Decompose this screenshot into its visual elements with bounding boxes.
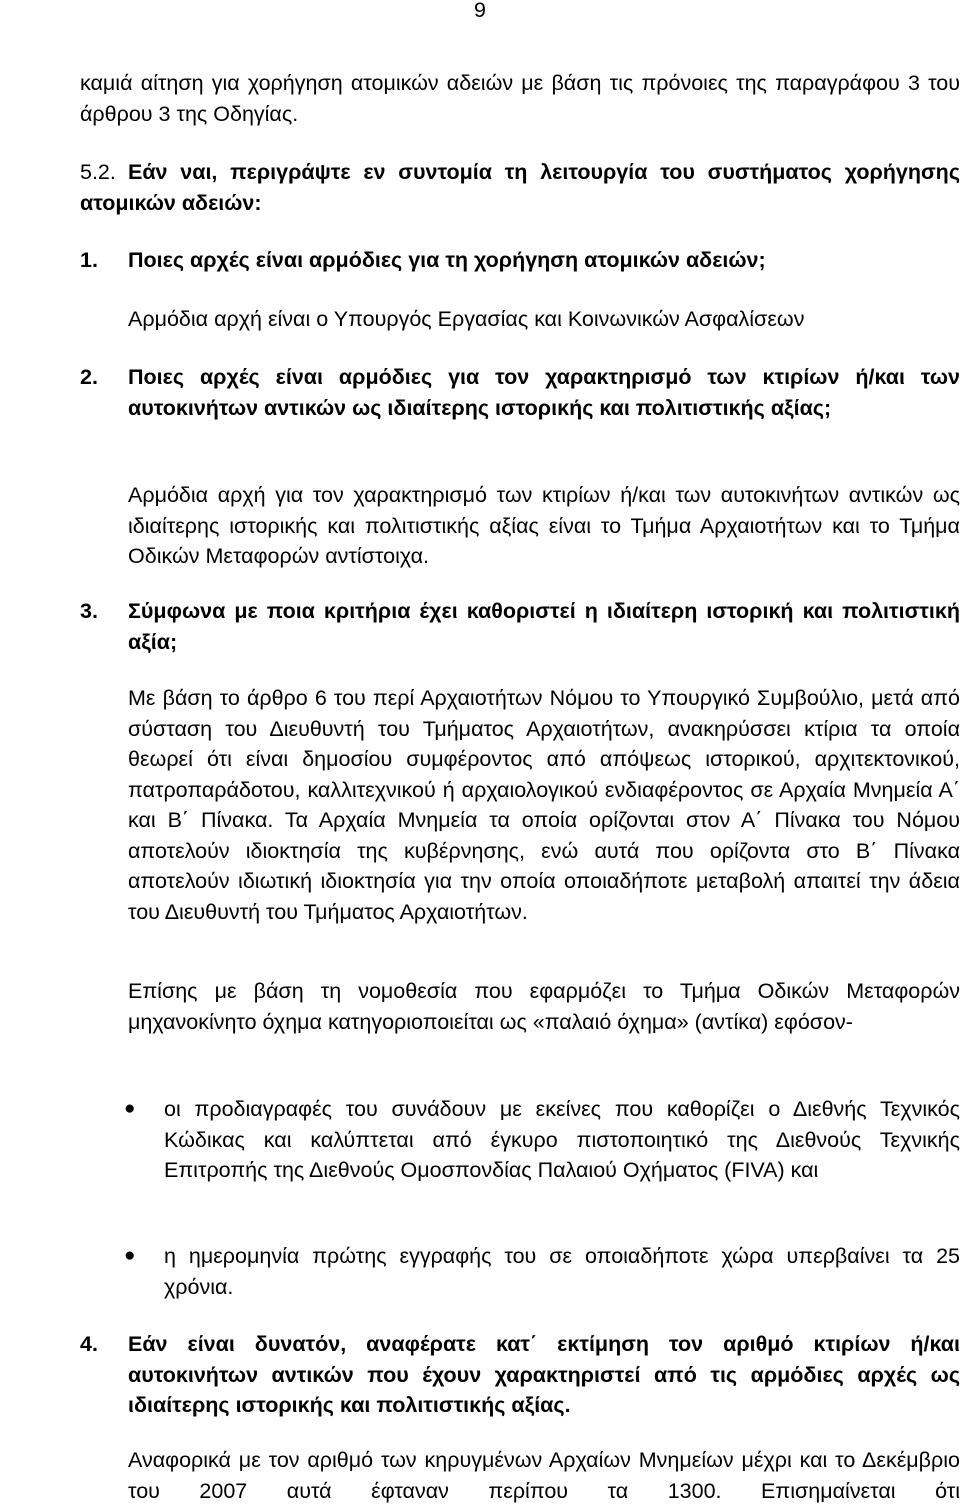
intro-paragraph	[80, 68, 960, 129]
bullet-item-1: οι προδιαγραφές του συνάδουν με εκείνες που καθορίζει ο Διεθνής Τεχνικός Κώδικας και καλύπτεται από έγκυρο πιστοποιητικό της Διεθνούς Τεχνικής Επιτροπής της Διεθνούς Ομοσπονδίας Παλαιού Οχήματος (FIVA) και	[164, 1097, 960, 1182]
item-4-label: 4.	[80, 1332, 98, 1356]
intro-text: καμιά αίτηση για χορήγηση ατομικών αδειών με βάση τις πρόνοιες της παραγράφου 3 του άρθρου 3 της Οδηγίας.	[80, 71, 960, 126]
item-2-answer: Αρμόδια αρχή για τον χαρακτηρισμό των κτιρίων ή/και των αυτοκινήτων αντικών ως ιδιαίτερης ιστορικής και πολιτιστικής αξίας είναι το Τμήμα Αρχαιοτήτων και το Τμήμα Οδικών Μεταφορών αντίστοιχα.	[128, 483, 960, 568]
item-4-answer: Αναφορικά με τον αριθμό των κηρυγμένων Αρχαίων Μνημείων μέχρι και το Δεκέμβριο του 2007 αυτά έφταναν περίπου τα 1300. Επισημαίνεται ότι	[128, 1448, 960, 1503]
item-2-label: 2.	[80, 365, 98, 389]
item-3-label: 3.	[80, 599, 98, 623]
page-number: 9	[474, 0, 486, 22]
item-2-question: Ποιες αρχές είναι αρμόδιες για τον χαρακτηρισμό των κτιρίων ή/και των αυτοκινήτων αντικών ως ιδιαίτερης ιστορικής και πολιτιστικής αξίας;	[128, 365, 960, 420]
item-4-question: Εάν είναι δυνατόν, αναφέρατε κατ΄ εκτίμηση τον αριθμό κτιρίων ή/και αυτοκινήτων αντικών που έχουν χαρακτηριστεί από τις αρμόδιες αρχές ως ιδιαίτερης ιστορικής και πολιτιστικής αξίας.	[128, 1332, 960, 1417]
item-1-label: 1.	[80, 248, 98, 272]
section-label: 5.2.	[80, 160, 116, 184]
item-1-answer: Αρμόδια αρχή είναι ο Υπουργός Εργασίας και Κοινωνικών Ασφαλίσεων	[128, 307, 805, 331]
item-3-answer-paragraph-1: Με βάση το άρθρο 6 του περί Αρχαιοτήτων Νόμου το Υπουργικό Συμβούλιο, μετά από σύσταση του Διευθυντή του Τμήματος Αρχαιοτήτων, ανακηρύσσει κτίρια τα οποία θεωρεί ότι είναι δημοσίου συμφέροντος από απόψεως ιστορικού, αρχιτεκτονικού, πατροπαράδοτου, καλλιτεχνικού ή αρχαιολογικού ενδιαφέροντος σε Αρχαία Μνημεία Α΄ και Β΄ Πίνακα. Τα Αρχαία Μνημεία τα οποία ορίζονται στον Α΄ Πίνακα του Νόμου αποτελούν ιδιοκτησία της κυβέρνησης, ενώ αυτά που ορίζοντα στο Β΄ Πίνακα αποτελούν ιδιωτική ιδιοκτησία για την οποία οποιαδήποτε μεταβολή απαιτεί την άδεια του Διευθυντή του Τμήματος Αρχαιοτήτων.	[128, 686, 960, 924]
bullet-item-2: η ημερομηνία πρώτης εγγραφής του σε οποιαδήποτε χώρα υπερβαίνει τα 25 χρόνια.	[164, 1244, 960, 1299]
item-3-question: Σύμφωνα με ποια κριτήρια έχει καθοριστεί η ιδιαίτερη ιστορική και πολιτιστική αξία;	[128, 599, 960, 654]
bullet-icon: ●	[124, 1245, 136, 1266]
section-heading: Εάν ναι, περιγράψτε εν συντομία τη λειτουργία του συστήματος χορήγησης ατομικών αδειών:	[80, 160, 960, 215]
item-3-answer-paragraph-2: Επίσης με βάση τη νομοθεσία που εφαρμόζει το Τμήμα Οδικών Μεταφορών μηχανοκίνητο όχημα κατηγοριοποιείται ως «παλαιό όχημα» (αντίκα) εφόσον-	[128, 979, 960, 1034]
item-1-question: Ποιες αρχές είναι αρμόδιες για τη χορήγηση ατομικών αδειών;	[128, 248, 766, 272]
bullet-icon: ●	[124, 1098, 136, 1119]
